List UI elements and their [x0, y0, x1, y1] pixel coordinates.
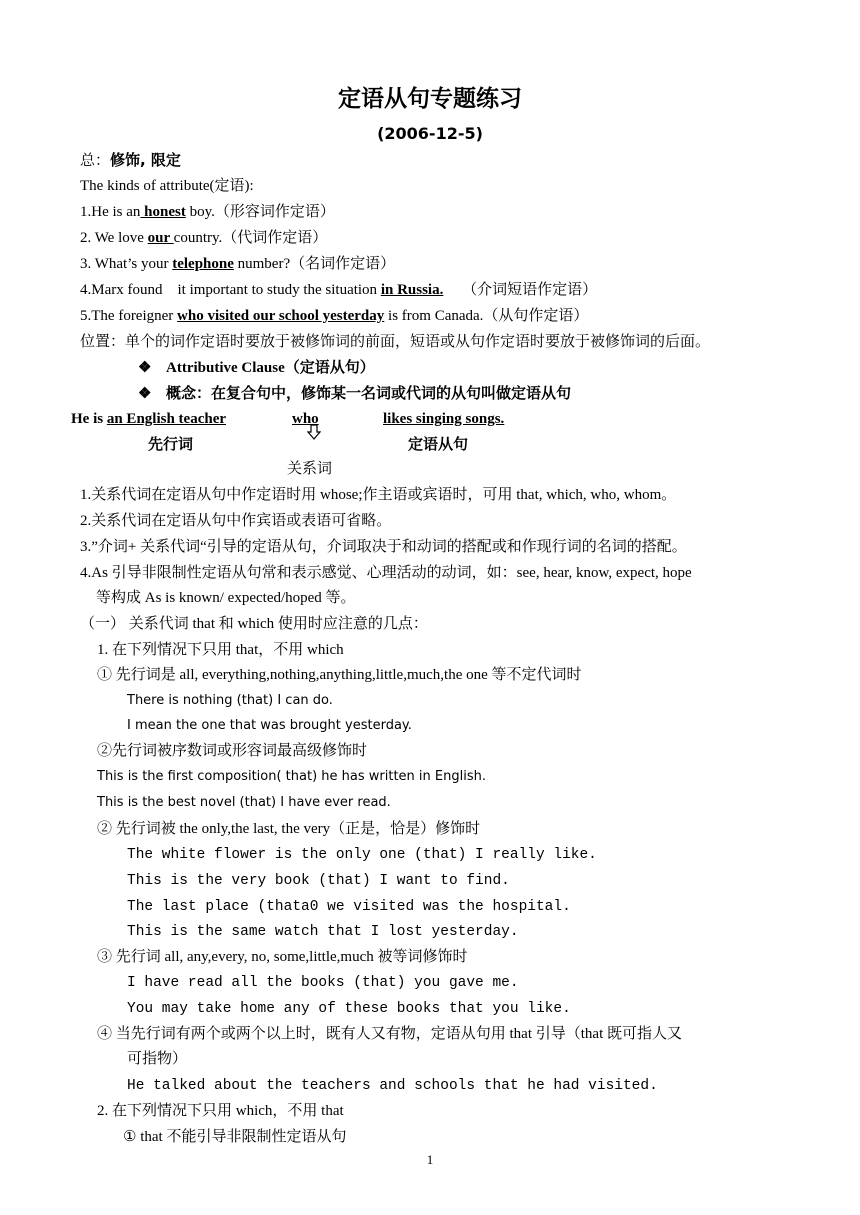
subsection-2: 2. 在下列情况下只用 which，不用 that	[97, 1103, 344, 1119]
rule-2: 2.关系代词在定语从句中作宾语或表语可省略。	[80, 513, 392, 529]
case-4-example: He talked about the teachers and schools that he had visited.	[127, 1078, 658, 1094]
diagram-he-is: He is an English teacher	[71, 411, 227, 427]
case-3-example-1: I have read all the books (that) you gave me.	[127, 975, 519, 991]
case-1b-example-1: This is the first composition( that) he has written in English.	[97, 769, 486, 784]
page-number: 1	[426, 1152, 434, 1167]
case-4: ④ 当先行词有两个或两个以上时，既有人又有物，定语从句用 that 引导（that 既可指人又	[97, 1026, 682, 1042]
rule-4: 4.As 引导非限制性定语从句常和表示感觉、心理活动的动词，如：see, hear, know, expect, hope	[80, 565, 692, 581]
bullet-attributive-clause: ❖ Attributive Clause（定语从句）	[138, 360, 375, 376]
kinds-line: The kinds of attribute(定语):	[80, 178, 254, 194]
diamond-bullet-icon: ❖	[138, 360, 152, 376]
down-arrow-icon	[307, 424, 321, 440]
example-pronoun: 2. We love our country.（代词作定语）	[80, 230, 328, 246]
case-1b: ②先行词被序数词或形容词最高级修饰时	[97, 743, 368, 759]
section-heading: （一） 关系代词 that 和 which 使用时应注意的几点：	[80, 616, 428, 632]
page-title: 定语从句专题练习	[338, 86, 522, 112]
case-2-example-4: This is the same watch that I lost yesterday.	[127, 924, 519, 940]
diamond-bullet-icon: ❖	[138, 386, 152, 402]
case-1-example-2: I mean the one that was brought yesterday.	[127, 718, 412, 733]
example-clause: 5.The foreigner who visited our school yesterday is from Canada.（从句作定语）	[80, 308, 589, 324]
case-2: ② 先行词被 the only,the last, the very（正是，恰是）修饰时	[97, 821, 481, 837]
label-clause: 定语从句	[408, 435, 469, 453]
case-3: ③ 先行词 all, any,every, no, some,little,much 被等词修饰时	[97, 949, 468, 965]
position-note: 位置：单个的词作定语时要放于被修饰词的前面，短语或从句作定语时要放于被修饰词的后面。	[80, 334, 711, 350]
case-3-example-2: You may take home any of these books that you like.	[127, 1001, 571, 1017]
case-1: ① 先行词是 all, everything,nothing,anything,little,much,the one 等不定代词时	[97, 667, 582, 683]
example-adjective: 1.He is an honest boy.（形容词作定语）	[80, 204, 335, 220]
subsection-1: 1. 在下列情况下只用 that，不用 which	[97, 642, 344, 658]
case-2-example-2: This is the very book (that) I want to find.	[127, 873, 510, 889]
case-1-example-1: There is nothing (that) I can do.	[127, 693, 333, 708]
case-1b-example-2: This is the best novel (that) I have ever read.	[97, 795, 391, 810]
label-relative: 关系词	[287, 461, 333, 477]
document-date: (2006-12-5)	[377, 124, 483, 143]
diagram-clause: likes singing songs.	[383, 411, 505, 427]
rule-1: 1.关系代词在定语从句中作定语时用 whose;作主语或宾语时，可用 that, which, who, whom。	[80, 487, 677, 503]
diagram-who: who	[292, 411, 319, 427]
example-noun: 3. What’s your telephone number?（名词作定语）	[80, 256, 396, 272]
case-2-example-1: The white flower is the only one (that) I really like.	[127, 847, 597, 863]
intro-line: 总：修饰, 限定	[80, 151, 181, 169]
bullet-concept: ❖ 概念：在复合句中，修饰某一名词或代词的从句叫做定语从句	[138, 384, 572, 402]
label-antecedent: 先行词	[148, 435, 194, 453]
case-2-example-3: The last place (thata0 we visited was the hospital.	[127, 899, 571, 915]
rule-4-continued: 等构成 As is known/ expected/hoped 等。	[96, 590, 356, 606]
example-prep-phrase: 4.Marx found it important to study the situation in Russia. （介词短语作定语）	[80, 282, 598, 298]
case-4-continued: 可指物）	[127, 1051, 188, 1067]
rule-3: 3.”介词+ 关系代词“引导的定语从句，介词取决于和动词的搭配或和作现行词的名词的搭配。	[80, 539, 687, 555]
case-d1: ① that 不能引导非限制性定语从句	[123, 1129, 347, 1145]
